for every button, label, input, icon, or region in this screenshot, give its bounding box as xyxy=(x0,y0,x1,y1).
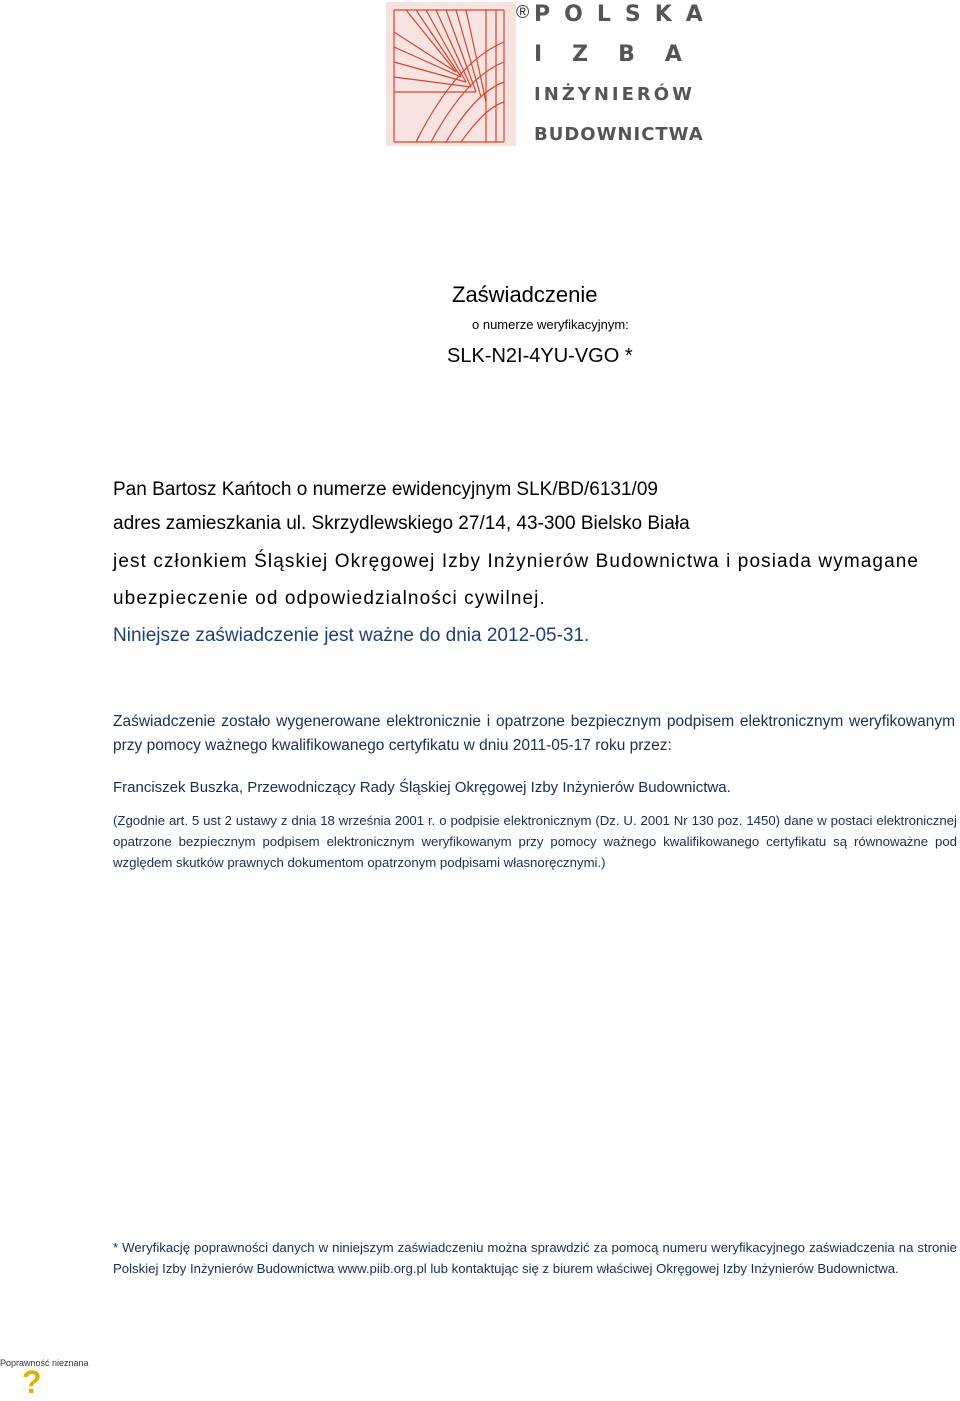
membership-line: jest członkiem Śląskiej Okręgowej Izby Inżynierów Budownictwa i posiada wymagane xyxy=(113,551,920,572)
validity-line: Niniejsze zaświadczenie jest ważne do dnia 2012-05-31. xyxy=(113,625,590,646)
footnote: * Weryfikację poprawności danych w niniejszym zaświadczeniu można sprawdzić za pomocą numeru weryfikacyjnego zaświadczenia na stronie Polskiej Izby Inżynierów Budownictwa www.piib.org.pl lub kontaktując się z biurem właściwej Okręgowej Izby Inżynierów Budownictwa. xyxy=(113,1240,957,1276)
verification-code: SLK-N2I-4YU-VGO * xyxy=(447,345,633,367)
insurance-line: ubezpieczenie od odpowiedzialności cywilnej. xyxy=(113,588,546,609)
logo-text-budownictwa: BUDOWNICTWA xyxy=(534,124,704,145)
logo-emblem xyxy=(386,2,516,146)
piib-logo xyxy=(384,0,717,148)
signature-verification-badge[interactable] xyxy=(0,1356,90,1400)
address-line: adres zamieszkania ul. Skrzydlewskiego 27/14, 43-300 Bielsko Biała xyxy=(113,513,690,534)
signer-line: Franciszek Buszka, Przewodniczący Rady Śląskiej Okręgowej Izby Inżynierów Budownictwa. xyxy=(113,779,731,796)
logo-text-izba: IZBA xyxy=(534,42,712,67)
generated-statement: Zaświadczenie zostało wygenerowane elektronicznie i opatrzone bezpiecznym podpisem elektronicznym weryfikowanym przy pomocy ważnego kwalifikowanego certyfikatu w dniu 2011-05-17 roku przez: xyxy=(113,713,955,754)
verification-status: Poprawność nieznana xyxy=(0,1358,89,1368)
logo-text-polska: POLSKA xyxy=(534,2,717,27)
logo-text-inzynierow: INŻYNIERÓW xyxy=(534,84,695,105)
legal-note: (Zgodnie art. 5 ust 2 ustawy z dnia 18 września 2001 r. o podpisie elektronicznym (Dz. U. 2001 Nr 130 poz. 1450) dane w postaci elektronicznej opatrzone bezpiecznym podpisem elektronicznym weryfikowanym przy pomocy ważnego kwalifikowanego certyfikatu są równoważne pod względem skutków prawnych dokumentom opatrzonym podpisami własnoręcznymi.) xyxy=(113,813,957,870)
member-name-line: Pan Bartosz Kańtoch o numerze ewidencyjnym SLK/BD/6131/09 xyxy=(113,479,658,500)
registered-mark: ® xyxy=(516,2,530,22)
document-title: Zaświadczenie xyxy=(452,282,598,307)
question-mark-icon: ? xyxy=(22,1364,42,1400)
document-subtitle: o numerze weryfikacyjnym: xyxy=(472,317,629,332)
